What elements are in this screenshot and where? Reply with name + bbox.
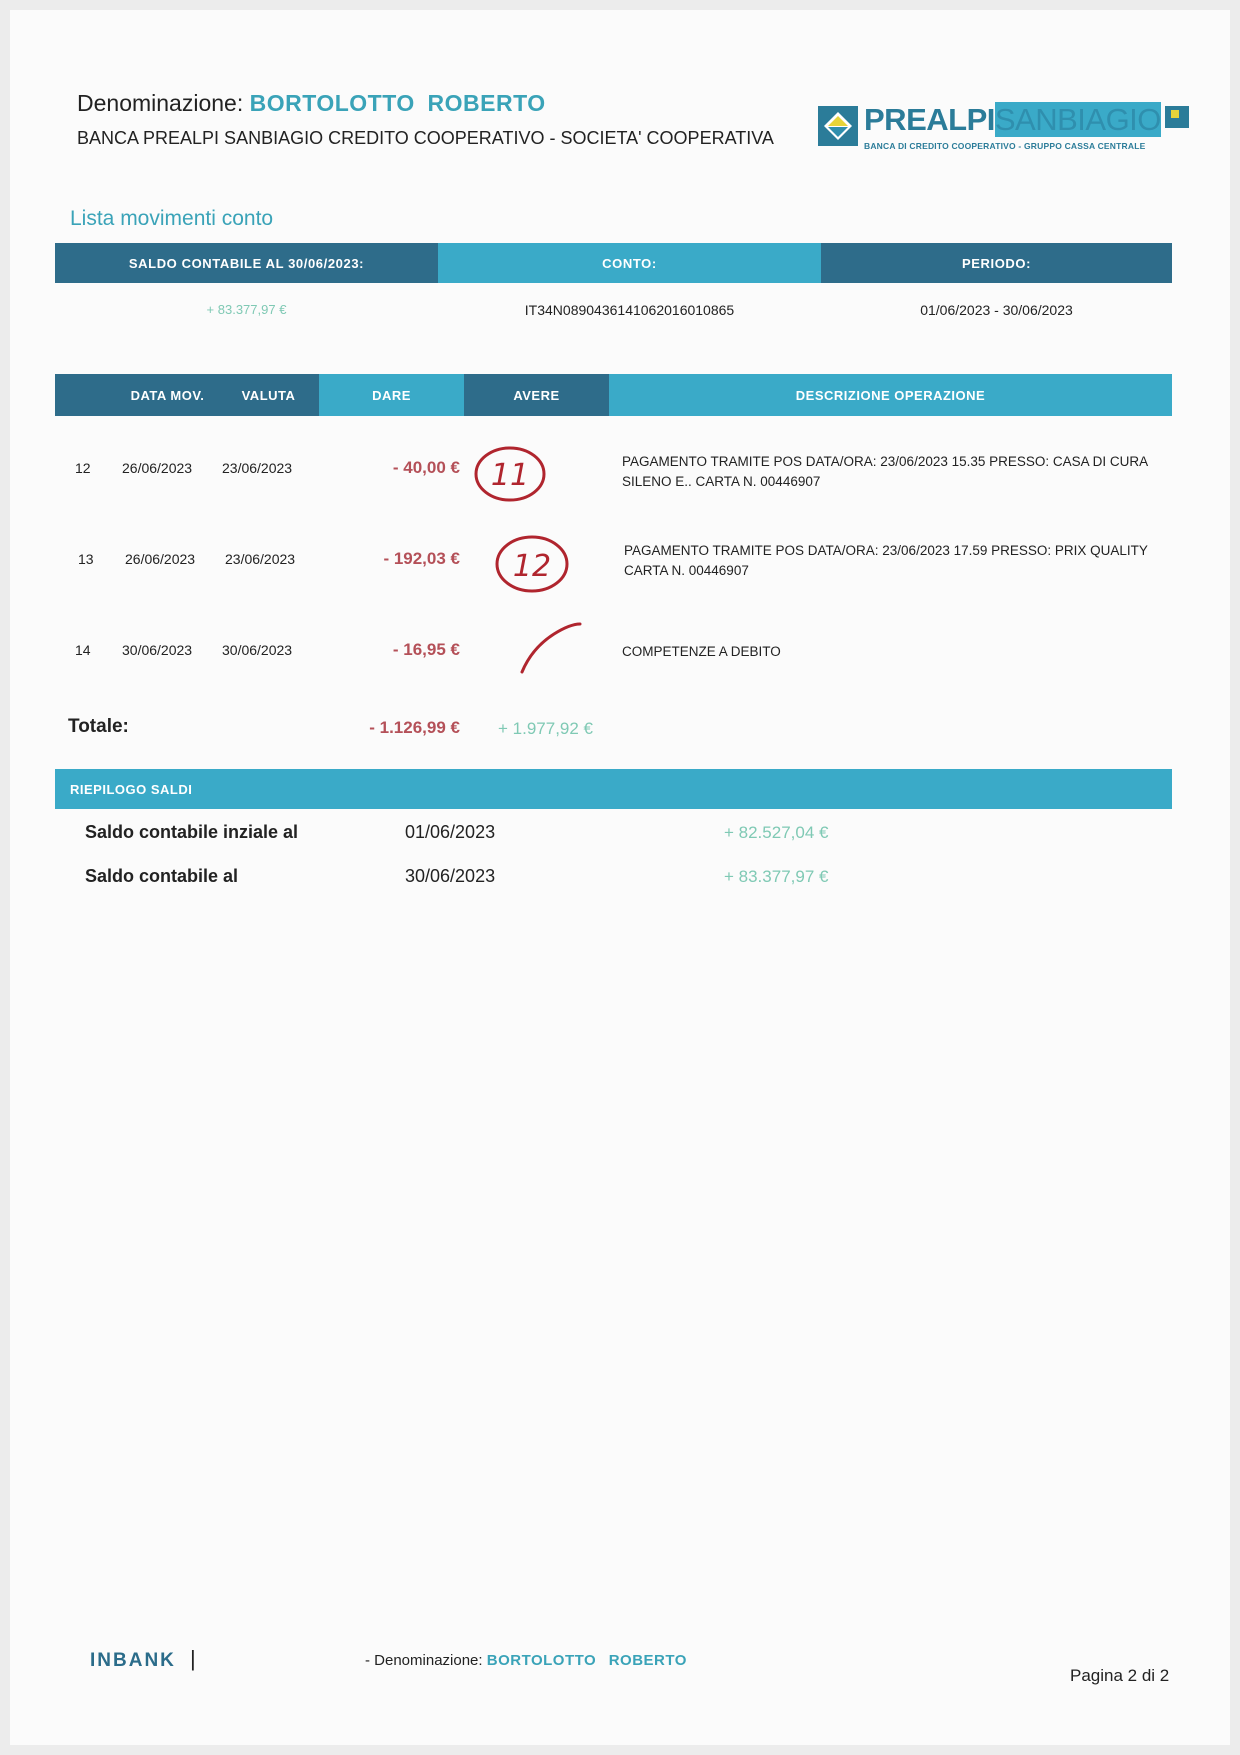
handwritten-circle-mark-icon xyxy=(492,532,572,596)
conto-value: IT34N0890436141062016010865 xyxy=(524,302,735,318)
bank-logo xyxy=(818,102,1178,156)
row-3-data-mov: 30/06/2023 xyxy=(122,642,193,658)
row-2-desc-line2: CARTA N. 00446907 xyxy=(624,563,749,578)
statement-page xyxy=(10,10,1230,1745)
row-1-description xyxy=(622,452,1148,492)
row-1-desc-line2: SILENO E.. CARTA N. 00446907 xyxy=(622,474,821,489)
riepilogo-row-1-amount: + 82.527,04 € xyxy=(724,823,829,842)
handwritten-checkmark-icon xyxy=(510,618,590,678)
total-label: Totale: xyxy=(68,716,129,737)
logo-wordmark xyxy=(864,102,1189,138)
footer-denominazione xyxy=(365,1652,687,1669)
denominazione-line xyxy=(77,90,546,117)
riepilogo-row-1-date: 01/06/2023 xyxy=(405,822,496,842)
total-dare: - 1.126,99 € xyxy=(369,718,460,737)
logo-word-bold: PREALPI xyxy=(864,102,995,137)
riepilogo-row-1-label: Saldo contabile inziale al xyxy=(85,822,299,842)
row-1-data-mov: 26/06/2023 xyxy=(122,460,193,476)
th-num xyxy=(55,374,117,416)
row-1-mark: 11 xyxy=(490,458,530,493)
th-valuta: VALUTA xyxy=(218,374,319,416)
row-3-desc-line1: COMPETENZE A DEBITO xyxy=(622,644,781,659)
row-1-dare: - 40,00 € xyxy=(392,458,460,477)
bank-full-name: BANCA PREALPI SANBIAGIO CREDITO COOPERATIVO - SOCIETA' COOPERATIVA xyxy=(77,128,774,148)
handwritten-circle-mark-icon xyxy=(470,442,550,506)
row-3-num: 14 xyxy=(75,642,91,658)
logo-square-icon xyxy=(1165,106,1189,128)
row-1-num: 12 xyxy=(75,460,91,476)
th-descrizione: DESCRIZIONE OPERAZIONE xyxy=(609,374,1172,416)
periodo-value: 01/06/2023 - 30/06/2023 xyxy=(920,302,1073,318)
footer-separator: | xyxy=(190,1646,196,1671)
riepilogo-row-2-date: 30/06/2023 xyxy=(405,866,496,886)
section-title: Lista movimenti conto xyxy=(70,207,274,230)
row-3-dare: - 16,95 € xyxy=(392,640,460,659)
row-1-desc-line1: PAGAMENTO TRAMITE POS DATA/ORA: 23/06/2023 15.35 PRESSO: CASA DI CURA xyxy=(622,454,1149,469)
footer-last-name: ROBERTO xyxy=(608,1652,687,1669)
logo-word-light: SANBIAGIO xyxy=(994,102,1161,137)
row-2-data-mov: 26/06/2023 xyxy=(125,551,196,567)
row-2-description xyxy=(624,541,1148,581)
row-3-description xyxy=(622,642,781,662)
inbank-logo: INBANK xyxy=(90,1650,176,1671)
row-2-mark: 12 xyxy=(512,549,552,584)
page-number: Pagina 2 di 2 xyxy=(1070,1666,1170,1685)
th-avere: AVERE xyxy=(464,374,609,416)
logo-subtitle: BANCA DI CREDITO COOPERATIVO - GRUPPO CASSA CENTRALE xyxy=(864,141,1146,151)
row-1-valuta: 23/06/2023 xyxy=(222,460,293,476)
riepilogo-row-2-amount: + 83.377,97 € xyxy=(724,867,829,886)
row-3-valuta: 30/06/2023 xyxy=(222,642,293,658)
conto-header: CONTO: xyxy=(438,243,821,283)
total-avere: + 1.977,92 € xyxy=(498,719,594,738)
periodo-header: PERIODO: xyxy=(821,243,1172,283)
saldo-value: + 83.377,97 € xyxy=(206,302,287,317)
row-2-num: 13 xyxy=(78,551,94,567)
riepilogo-header: RIEPILOGO SALDI xyxy=(55,769,1172,809)
th-dare: DARE xyxy=(319,374,464,416)
row-2-valuta: 23/06/2023 xyxy=(225,551,296,567)
saldo-header: SALDO CONTABILE AL 30/06/2023: xyxy=(55,243,438,283)
customer-last-name: ROBERTO xyxy=(427,90,546,116)
row-2-dare: - 192,03 € xyxy=(383,549,460,568)
customer-first-name: BORTOLOTTO xyxy=(249,90,415,116)
row-2-desc-line1: PAGAMENTO TRAMITE POS DATA/ORA: 23/06/2023 17.59 PRESSO: PRIX QUALITY xyxy=(624,543,1148,558)
footer-denom-label: - Denominazione: xyxy=(365,1652,483,1669)
riepilogo-row-2-label: Saldo contabile al xyxy=(85,866,239,886)
logo-diamond-icon xyxy=(818,106,858,146)
th-data-mov: DATA MOV. xyxy=(117,374,218,416)
denominazione-label: Denominazione: xyxy=(77,90,244,116)
footer-first-name: BORTOLOTTO xyxy=(486,1652,597,1669)
